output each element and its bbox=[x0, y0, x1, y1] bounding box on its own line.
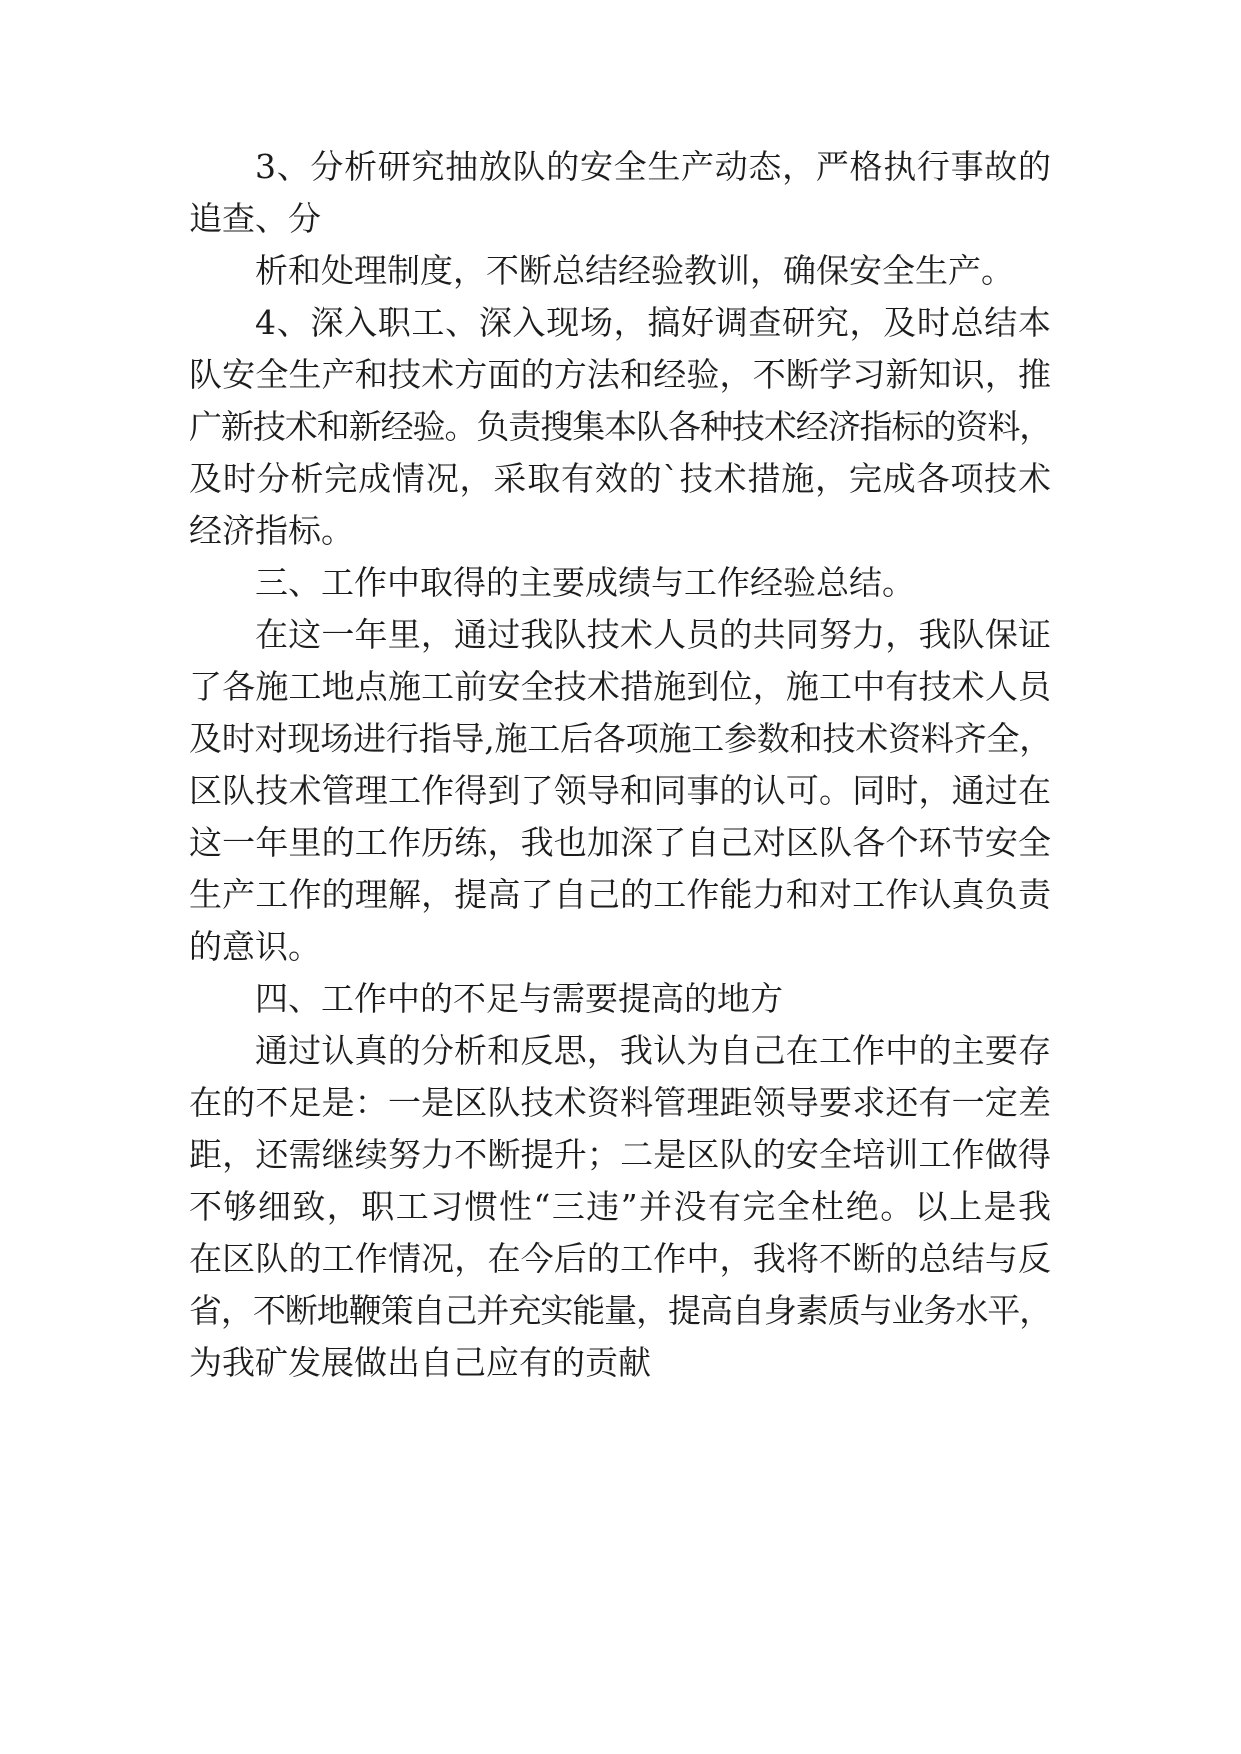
text-line: 及时对现场进行指导,施工后各项施工参数和技术资料齐全， bbox=[189, 719, 1051, 758]
text-line: 省，不断地鞭策自己并充实能量，提高自身素质与业务水平， bbox=[189, 1291, 1051, 1330]
section-heading-4 bbox=[189, 973, 1051, 1025]
text-line: 广新技术和新经验。负责搜集本队各种技术经济指标的资料， bbox=[189, 407, 1051, 446]
document-page bbox=[189, 141, 1051, 1389]
text-line: 队安全生产和技术方面的方法和经验，不断学习新知识，推 bbox=[189, 355, 1051, 394]
text-line: 通过认真的分析和反思，我认为自己在工作中的主要存 bbox=[255, 1031, 1051, 1070]
section-heading-text: 三、工作中取得的主要成绩与工作经验总结。 bbox=[255, 563, 915, 602]
text-line: 生产工作的理解，提高了自己的工作能力和对工作认真负责 bbox=[189, 875, 1051, 914]
paragraph-item-3-continued bbox=[189, 245, 1051, 297]
text-line: 在的不足是：一是区队技术资料管理距领导要求还有一定差 bbox=[189, 1083, 1051, 1122]
text-line: 不够细致，职工习惯性“三违”并没有完全杜绝。以上是我 bbox=[189, 1187, 1051, 1226]
text-line: 在这一年里，通过我队技术人员的共同努力，我队保证 bbox=[255, 615, 1051, 654]
text-line: 追查、分 bbox=[189, 199, 321, 238]
paragraph-item-3 bbox=[189, 141, 1051, 245]
text-line: 析和处理制度，不断总结经验教训，确保安全生产。 bbox=[255, 251, 1014, 290]
paragraph-item-4 bbox=[189, 297, 1051, 557]
paragraph-shortcomings bbox=[189, 1025, 1051, 1389]
text-line: 4、深入职工、深入现场，搞好调查研究，及时总结本 bbox=[255, 303, 1051, 342]
text-line: 这一年里的工作历练，我也加深了自己对区队各个环节安全 bbox=[189, 823, 1051, 862]
text-line: 区队技术管理工作得到了领导和同事的认可。同时，通过在 bbox=[189, 771, 1051, 810]
text-line: 3、分析研究抽放队的安全生产动态，严格执行事故的 bbox=[255, 147, 1051, 186]
section-heading-text: 四、工作中的不足与需要提高的地方 bbox=[255, 979, 783, 1018]
text-line: 了各施工地点施工前安全技术措施到位，施工中有技术人员 bbox=[189, 667, 1051, 706]
text-line: 在区队的工作情况，在今后的工作中，我将不断的总结与反 bbox=[189, 1239, 1051, 1278]
text-line: 为我矿发展做出自己应有的贡献 bbox=[189, 1343, 651, 1382]
section-heading-3 bbox=[189, 557, 1051, 609]
text-line: 的意识。 bbox=[189, 927, 321, 966]
text-line: 经济指标。 bbox=[189, 511, 354, 550]
text-line: 距，还需继续努力不断提升；二是区队的安全培训工作做得 bbox=[189, 1135, 1051, 1174]
paragraph-achievements bbox=[189, 609, 1051, 973]
text-line: 及时分析完成情况，采取有效的`技术措施，完成各项技术 bbox=[189, 459, 1051, 498]
